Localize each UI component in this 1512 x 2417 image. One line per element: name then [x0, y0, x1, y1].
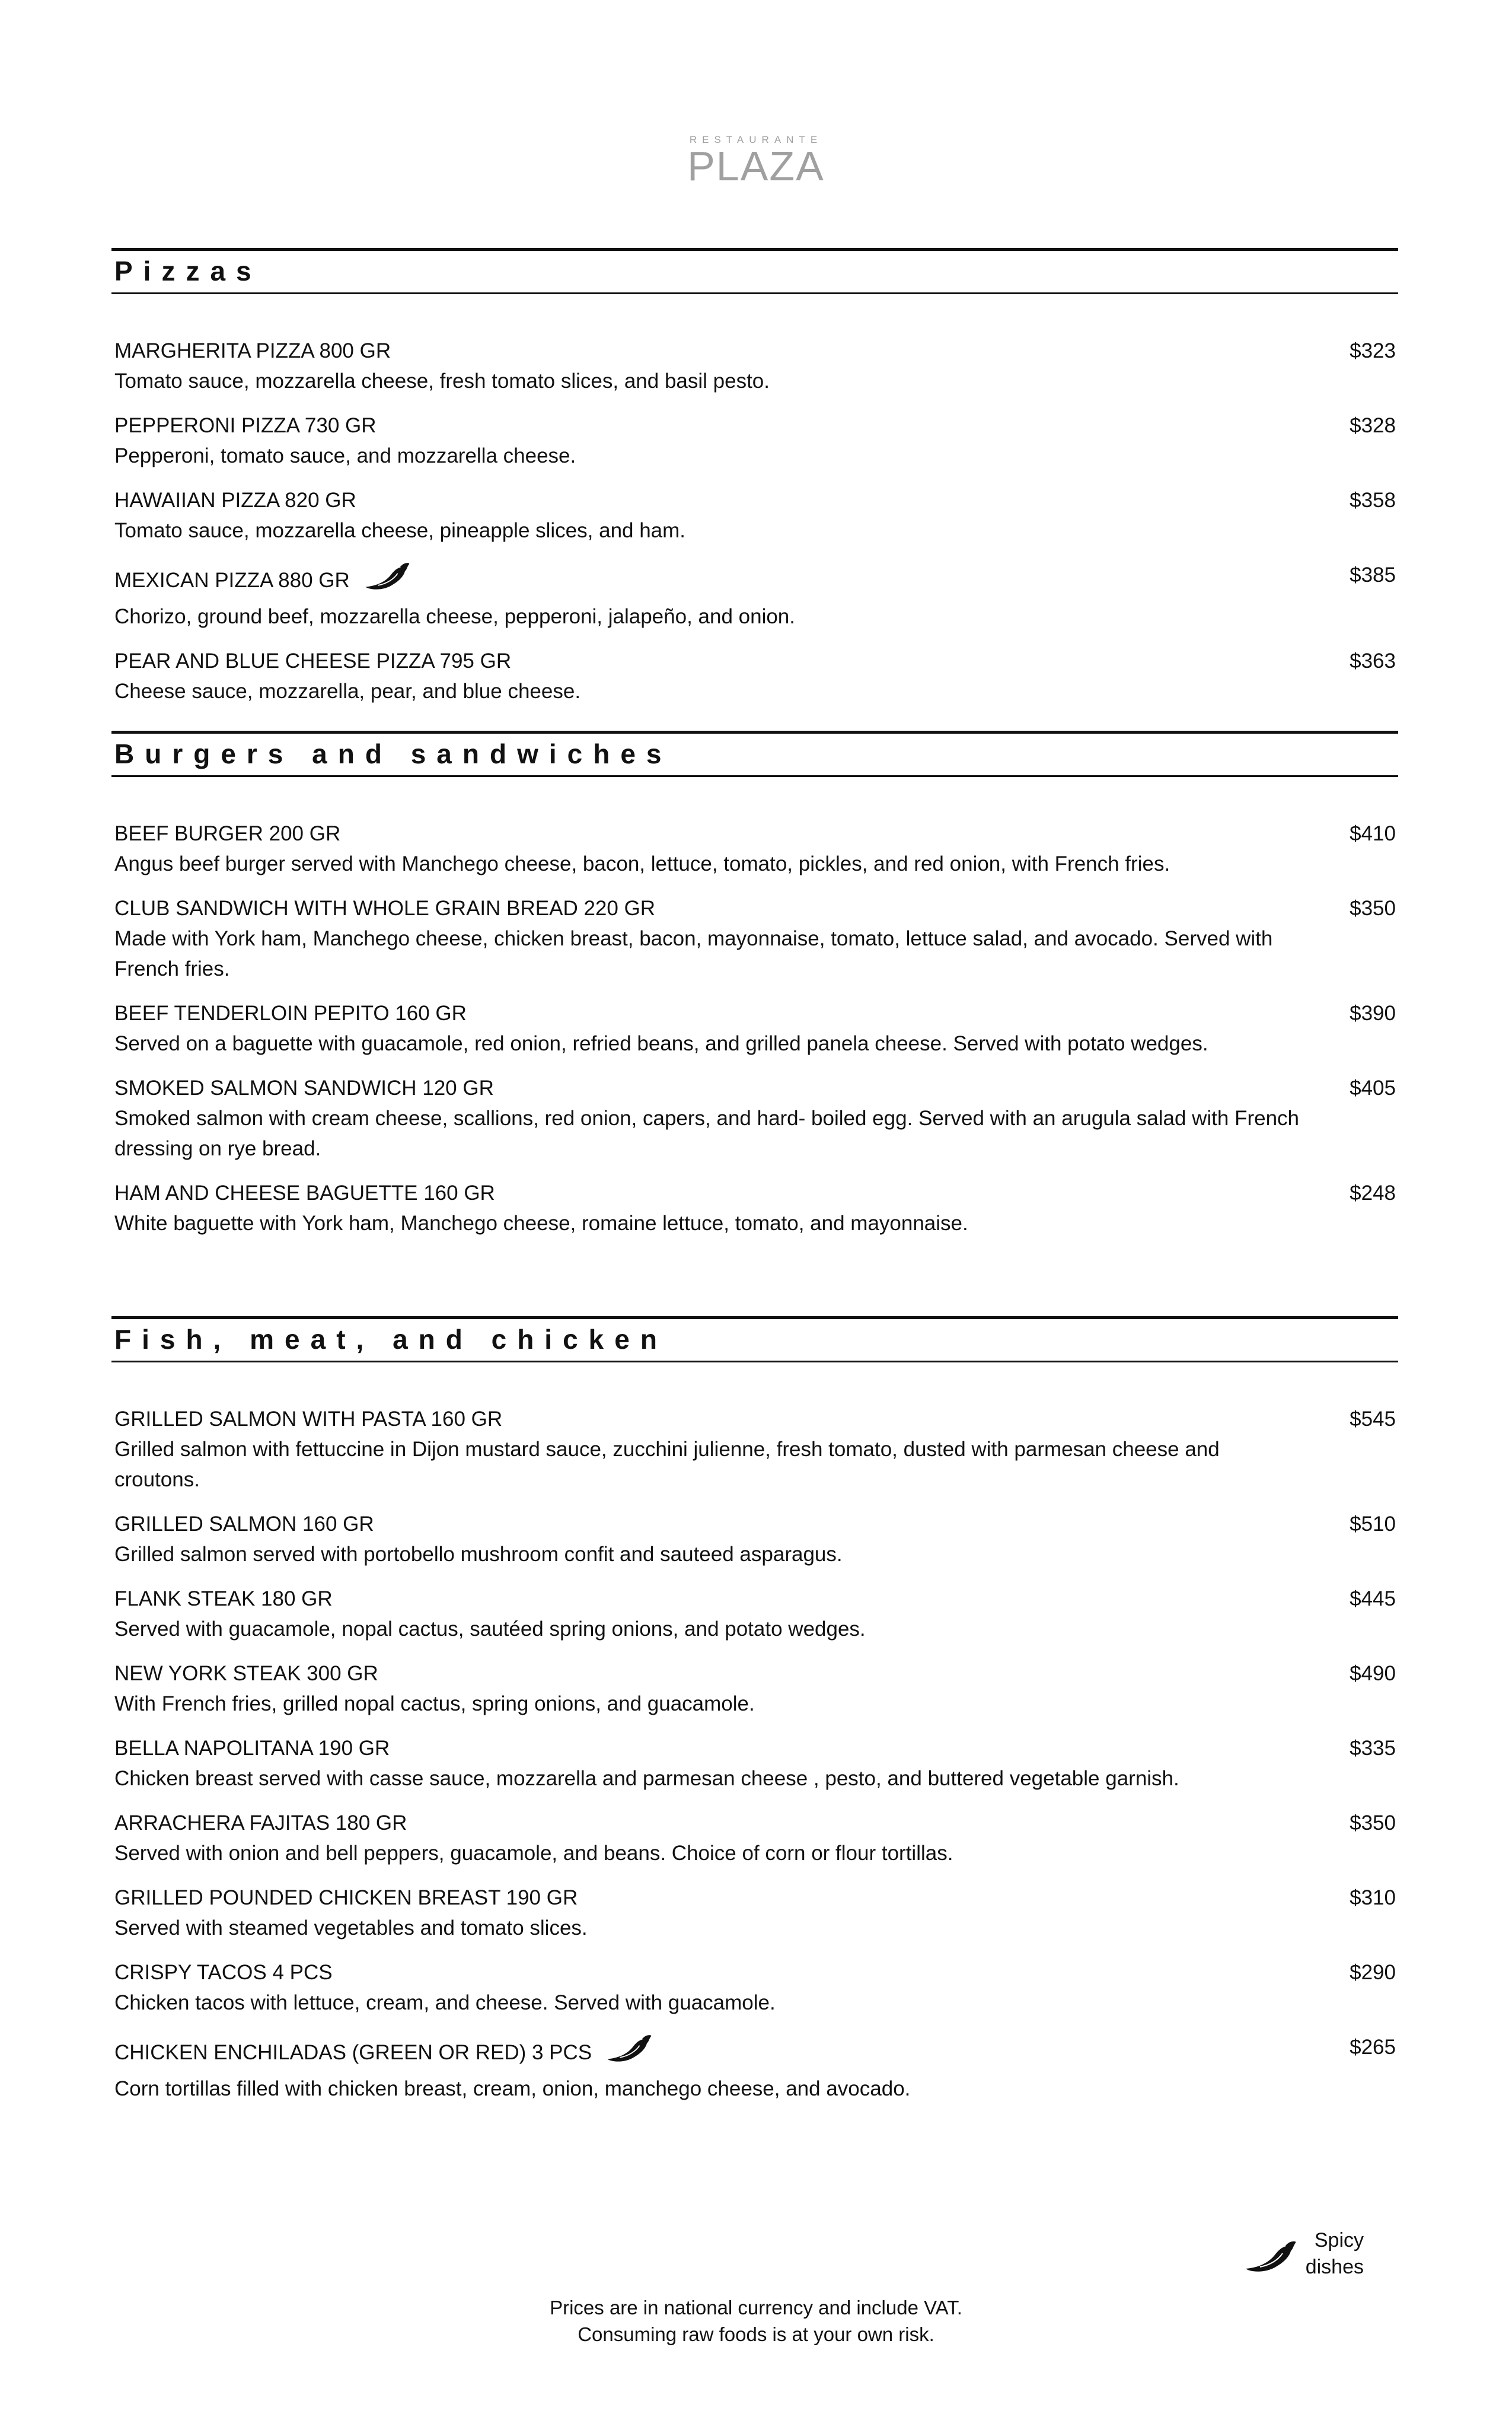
item-price: $323	[1350, 339, 1396, 362]
section-fish-meat-and-chicken	[111, 1316, 1398, 2118]
item-price: $405	[1350, 1077, 1396, 1100]
footer-notice	[0, 2294, 1512, 2348]
item-name-text: MARGHERITA PIZZA 800 GR	[114, 339, 391, 362]
item-price: $410	[1350, 822, 1396, 845]
item-list	[111, 294, 1398, 706]
item-description: Pepperoni, tomato sauce, and mozzarella cheese.	[114, 444, 576, 467]
item-name-text: ARRACHERA FAJITAS 180 GR	[114, 1811, 407, 1835]
item-price: $350	[1350, 897, 1396, 920]
item-name-text: NEW YORK STEAK 300 GR	[114, 1662, 378, 1685]
chili-pepper-icon	[602, 2032, 657, 2074]
item-name	[111, 893, 1398, 924]
menu-item	[111, 998, 1398, 1059]
section-title: Burgers and sandwiches	[114, 738, 672, 769]
menu-item	[111, 1658, 1398, 1719]
item-description: Chicken breast served with casse sauce, mozzarella and parmesan cheese , pesto, and buttered vegetable garnish.	[114, 1767, 1179, 1790]
item-description: Grilled salmon with fettuccine in Dijon mustard sauce, zucchini julienne, fresh tomato, dusted with parmesan cheese and croutons.	[114, 1438, 1220, 1491]
item-name	[111, 1883, 1398, 1913]
item-description: With French fries, grilled nopal cactus, spring onions, and guacamole.	[114, 1692, 755, 1715]
menu-item	[111, 1883, 1398, 1943]
menu-item	[111, 336, 1398, 396]
footer-line-2: Consuming raw foods is at your own risk.	[578, 2323, 934, 2345]
section-title: Fish, meat, and chicken	[114, 1324, 668, 1355]
item-name-text: BEEF TENDERLOIN PEPITO 160 GR	[114, 1002, 467, 1025]
item-name	[111, 1073, 1398, 1103]
item-name-text: BEEF BURGER 200 GR	[114, 822, 341, 845]
item-price: $490	[1350, 1662, 1396, 1685]
item-name-text: GRILLED SALMON WITH PASTA 160 GR	[114, 1407, 503, 1431]
menu-item	[111, 646, 1398, 706]
menu-item	[111, 1733, 1398, 1794]
menu-item	[111, 1957, 1398, 2018]
item-name	[111, 1658, 1398, 1689]
legend-line-2: dishes	[1305, 2256, 1364, 2278]
item-description: Corn tortillas filled with chicken breast, cream, onion, manchego cheese, and avocado.	[114, 2077, 911, 2100]
section-pizzas	[111, 248, 1398, 721]
menu-item	[111, 410, 1398, 471]
item-name-text: PEPPERONI PIZZA 730 GR	[114, 414, 377, 437]
item-price: $445	[1350, 1587, 1396, 1610]
menu-item	[111, 485, 1398, 546]
item-list	[111, 777, 1398, 1238]
item-description: Smoked salmon with cream cheese, scallions, red onion, capers, and hard- boiled egg. Served with an arugula salad with French dressing on rye bread.	[114, 1107, 1300, 1160]
item-description: Served with steamed vegetables and tomato slices.	[114, 1916, 588, 1940]
item-description: Made with York ham, Manchego cheese, chicken breast, bacon, mayonnaise, tomato, lettuce salad, and avocado. Served with French fries.	[114, 927, 1273, 980]
item-name-text: CLUB SANDWICH WITH WHOLE GRAIN BREAD 220 GR	[114, 897, 656, 920]
item-name	[111, 1584, 1398, 1614]
item-name-text: GRILLED POUNDED CHICKEN BREAST 190 GR	[114, 1886, 578, 1909]
menu-item	[111, 1808, 1398, 1868]
item-price: $390	[1350, 1002, 1396, 1025]
item-price: $335	[1350, 1737, 1396, 1760]
menu-item	[111, 1404, 1398, 1495]
item-price: $265	[1350, 2036, 1396, 2059]
item-price: $510	[1350, 1512, 1396, 1536]
restaurant-logo	[0, 133, 1512, 189]
item-name-text: HAM AND CHEESE BAGUETTE 160 GR	[114, 1182, 495, 1205]
item-name	[111, 819, 1398, 849]
logo-title: PLAZA	[687, 143, 825, 189]
item-description: Served with onion and bell peppers, guacamole, and beans. Choice of corn or flour tortillas.	[114, 1842, 953, 1865]
menu-item	[111, 1584, 1398, 1644]
item-name	[111, 560, 1398, 601]
section-header	[111, 731, 1398, 777]
item-name	[111, 646, 1398, 676]
item-name-text: CHICKEN ENCHILADAS (GREEN OR RED) 3 PCS	[114, 2041, 592, 2064]
item-name-text: SMOKED SALMON SANDWICH 120 GR	[114, 1077, 494, 1100]
section-title: Pizzas	[114, 256, 262, 286]
menu-item	[111, 2032, 1398, 2104]
item-description: Cheese sauce, mozzarella, pear, and blue cheese.	[114, 680, 581, 703]
item-price: $248	[1350, 1182, 1396, 1205]
item-name	[111, 1957, 1398, 1988]
item-description: Grilled salmon served with portobello mushroom confit and sauteed asparagus.	[114, 1543, 843, 1566]
item-description: White baguette with York ham, Manchego cheese, romaine lettuce, tomato, and mayonnaise.	[114, 1212, 968, 1235]
item-description: Chorizo, ground beef, mozzarella cheese, pepperoni, jalapeño, and onion.	[114, 605, 795, 628]
item-name-text: FLANK STEAK 180 GR	[114, 1587, 333, 1610]
section-burgers-and-sandwiches	[111, 731, 1398, 1253]
item-name	[111, 1404, 1398, 1434]
item-name	[111, 1178, 1398, 1208]
item-price: $328	[1350, 414, 1396, 437]
item-price: $310	[1350, 1886, 1396, 1909]
item-description: Tomato sauce, mozzarella cheese, pineapple slices, and ham.	[114, 519, 686, 542]
item-name	[111, 485, 1398, 515]
item-name	[111, 998, 1398, 1028]
item-name-text: CRISPY TACOS 4 PCS	[114, 1961, 333, 1984]
legend-line-1: Spicy	[1314, 2229, 1364, 2252]
item-description: Angus beef burger served with Manchego cheese, bacon, lettuce, tomato, pickles, and red onion, with French fries.	[114, 852, 1170, 875]
item-name-text: BELLA NAPOLITANA 190 GR	[114, 1737, 390, 1760]
item-description: Served with guacamole, nopal cactus, sautéed spring onions, and potato wedges.	[114, 1617, 866, 1641]
item-name	[111, 410, 1398, 441]
item-price: $385	[1350, 563, 1396, 587]
item-price: $358	[1350, 489, 1396, 512]
section-header	[111, 1316, 1398, 1362]
item-name	[111, 1808, 1398, 1838]
menu-item	[111, 1178, 1398, 1238]
item-price: $363	[1350, 649, 1396, 673]
item-price: $350	[1350, 1811, 1396, 1835]
item-name	[111, 2032, 1398, 2074]
item-price: $545	[1350, 1407, 1396, 1431]
item-name-text: HAWAIIAN PIZZA 820 GR	[114, 489, 356, 512]
item-description: Chicken tacos with lettuce, cream, and cheese. Served with guacamole.	[114, 1991, 776, 2014]
item-list	[111, 1362, 1398, 2104]
menu-item	[111, 560, 1398, 632]
menu-item	[111, 1073, 1398, 1164]
legend-text	[1299, 2227, 1364, 2281]
chili-pepper-icon	[1242, 2238, 1300, 2279]
item-name-text: GRILLED SALMON 160 GR	[114, 1512, 374, 1536]
chili-pepper-icon	[361, 560, 415, 601]
section-header	[111, 248, 1398, 294]
item-name	[111, 1509, 1398, 1539]
item-description: Served on a baguette with guacamole, red onion, refried beans, and grilled panela cheese. Served with potato wedges.	[114, 1032, 1208, 1055]
item-name	[111, 1733, 1398, 1763]
menu-item	[111, 893, 1398, 984]
item-name	[111, 336, 1398, 366]
item-name-text: PEAR AND BLUE CHEESE PIZZA 795 GR	[114, 649, 512, 673]
item-description: Tomato sauce, mozzarella cheese, fresh tomato slices, and basil pesto.	[114, 370, 770, 393]
item-name-text: MEXICAN PIZZA 880 GR	[114, 569, 350, 592]
item-price: $290	[1350, 1961, 1396, 1984]
menu-item	[111, 819, 1398, 879]
logo-subtitle: RESTAURANTE	[689, 134, 823, 145]
menu-item	[111, 1509, 1398, 1569]
footer-line-1: Prices are in national currency and include VAT.	[550, 2297, 962, 2319]
